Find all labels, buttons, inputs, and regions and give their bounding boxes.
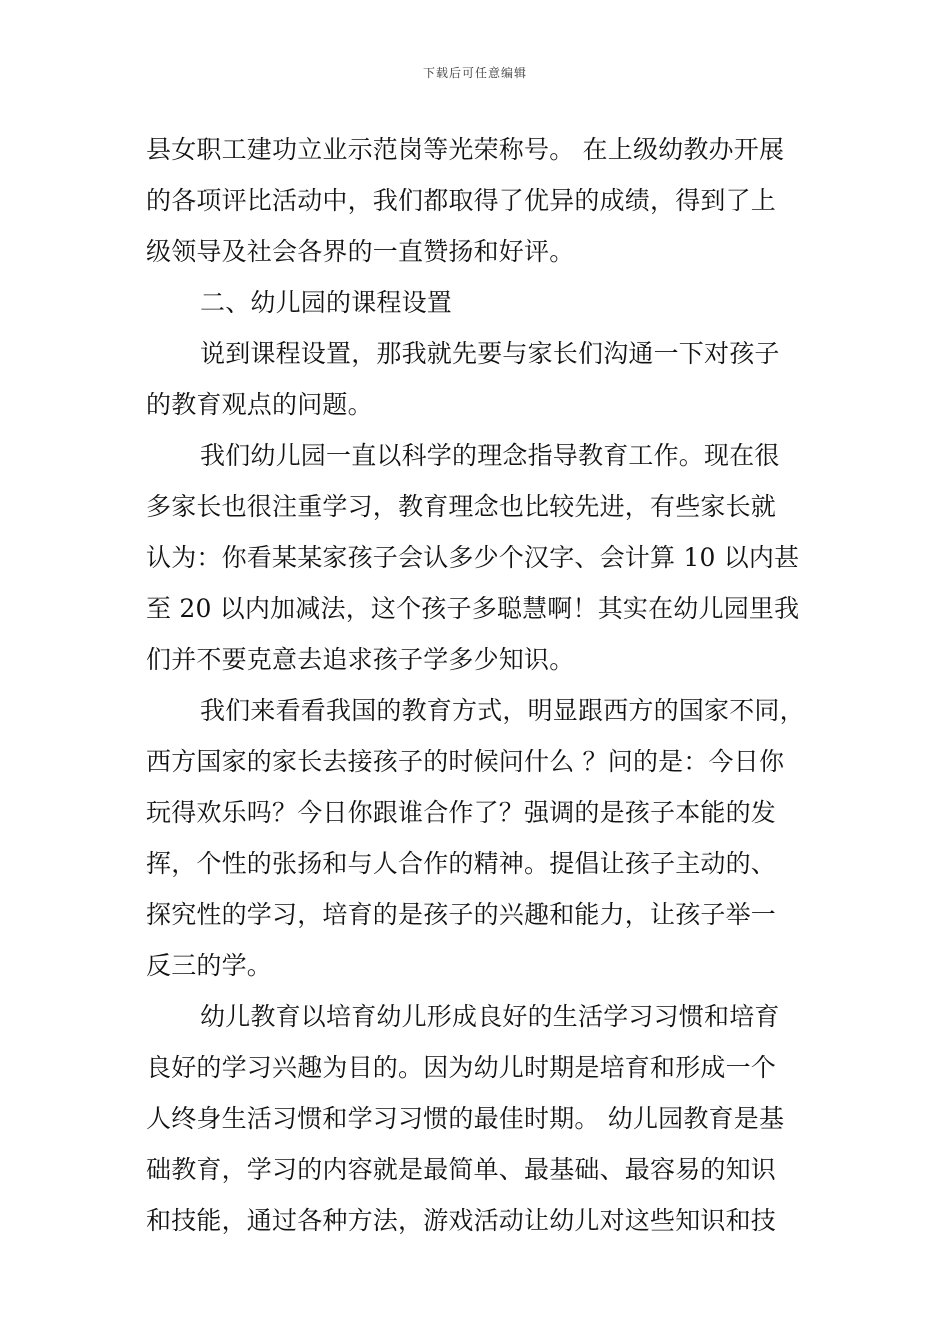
text-line: 幼儿教育以培育幼儿形成良好的生活学习习惯和培育 bbox=[200, 1002, 780, 1031]
text-line: 认为：你看某某家孩子会认多少个汉字、会计算 10 以内甚 bbox=[146, 543, 800, 572]
text-line: 础教育，学习的内容就是最简单、最基础、最容易的知识 bbox=[146, 1155, 777, 1184]
text-line: 们并不要克意去追求孩子学多少知识。 bbox=[146, 645, 575, 674]
text-line: 反三的学。 bbox=[146, 951, 273, 980]
text-line: 玩得欢乐吗？今日你跟谁合作了？强调的是孩子本能的发 bbox=[146, 798, 777, 827]
text-line: 至 20 以内加减法，这个孩子多聪慧啊！其实在幼儿园里我 bbox=[146, 594, 800, 623]
text-line: 多家长也很注重学习，教育理念也比较先进，有些家长就 bbox=[146, 492, 777, 521]
text-line: 和技能，通过各种方法，游戏活动让幼儿对这些知识和技 bbox=[146, 1206, 777, 1235]
text-line: 人终身生活习惯和学习习惯的最佳时期。 幼儿园教育是基 bbox=[146, 1104, 785, 1133]
text-line: 西方国家的家长去接孩子的时候问什么 ？问的是：今日你 bbox=[146, 747, 785, 776]
text-line: 探究性的学习，培育的是孩子的兴趣和能力，让孩子举一 bbox=[146, 900, 777, 929]
text-line: 我们幼儿园一直以科学的理念指导教育工作。现在很 bbox=[200, 441, 780, 470]
text-line: 的各项评比活动中，我们都取得了优异的成绩，得到了上 bbox=[146, 186, 777, 215]
download-note: 下载后可任意编辑 bbox=[422, 66, 527, 80]
text-line: 的教育观点的问题。 bbox=[146, 390, 373, 419]
text-line: 说到课程设置，那我就先要与家长们沟通一下对孩子 bbox=[200, 339, 780, 368]
text-line: 良好的学习兴趣为目的。因为幼儿时期是培育和形成一个 bbox=[146, 1053, 777, 1082]
text-line: 级领导及社会各界的一直赞扬和好评。 bbox=[146, 237, 575, 266]
section-heading: 二、幼儿园的课程设置 bbox=[200, 288, 453, 317]
text-line: 我们来看看我国的教育方式，明显跟西方的国家不同， bbox=[200, 696, 805, 725]
text-line: 县女职工建功立业示范岗等光荣称号。 在上级幼教办开展 bbox=[146, 135, 785, 164]
text-line: 挥，个性的张扬和与人合作的精神。提倡让孩子主动的、 bbox=[146, 849, 777, 878]
document-body bbox=[146, 124, 818, 1246]
